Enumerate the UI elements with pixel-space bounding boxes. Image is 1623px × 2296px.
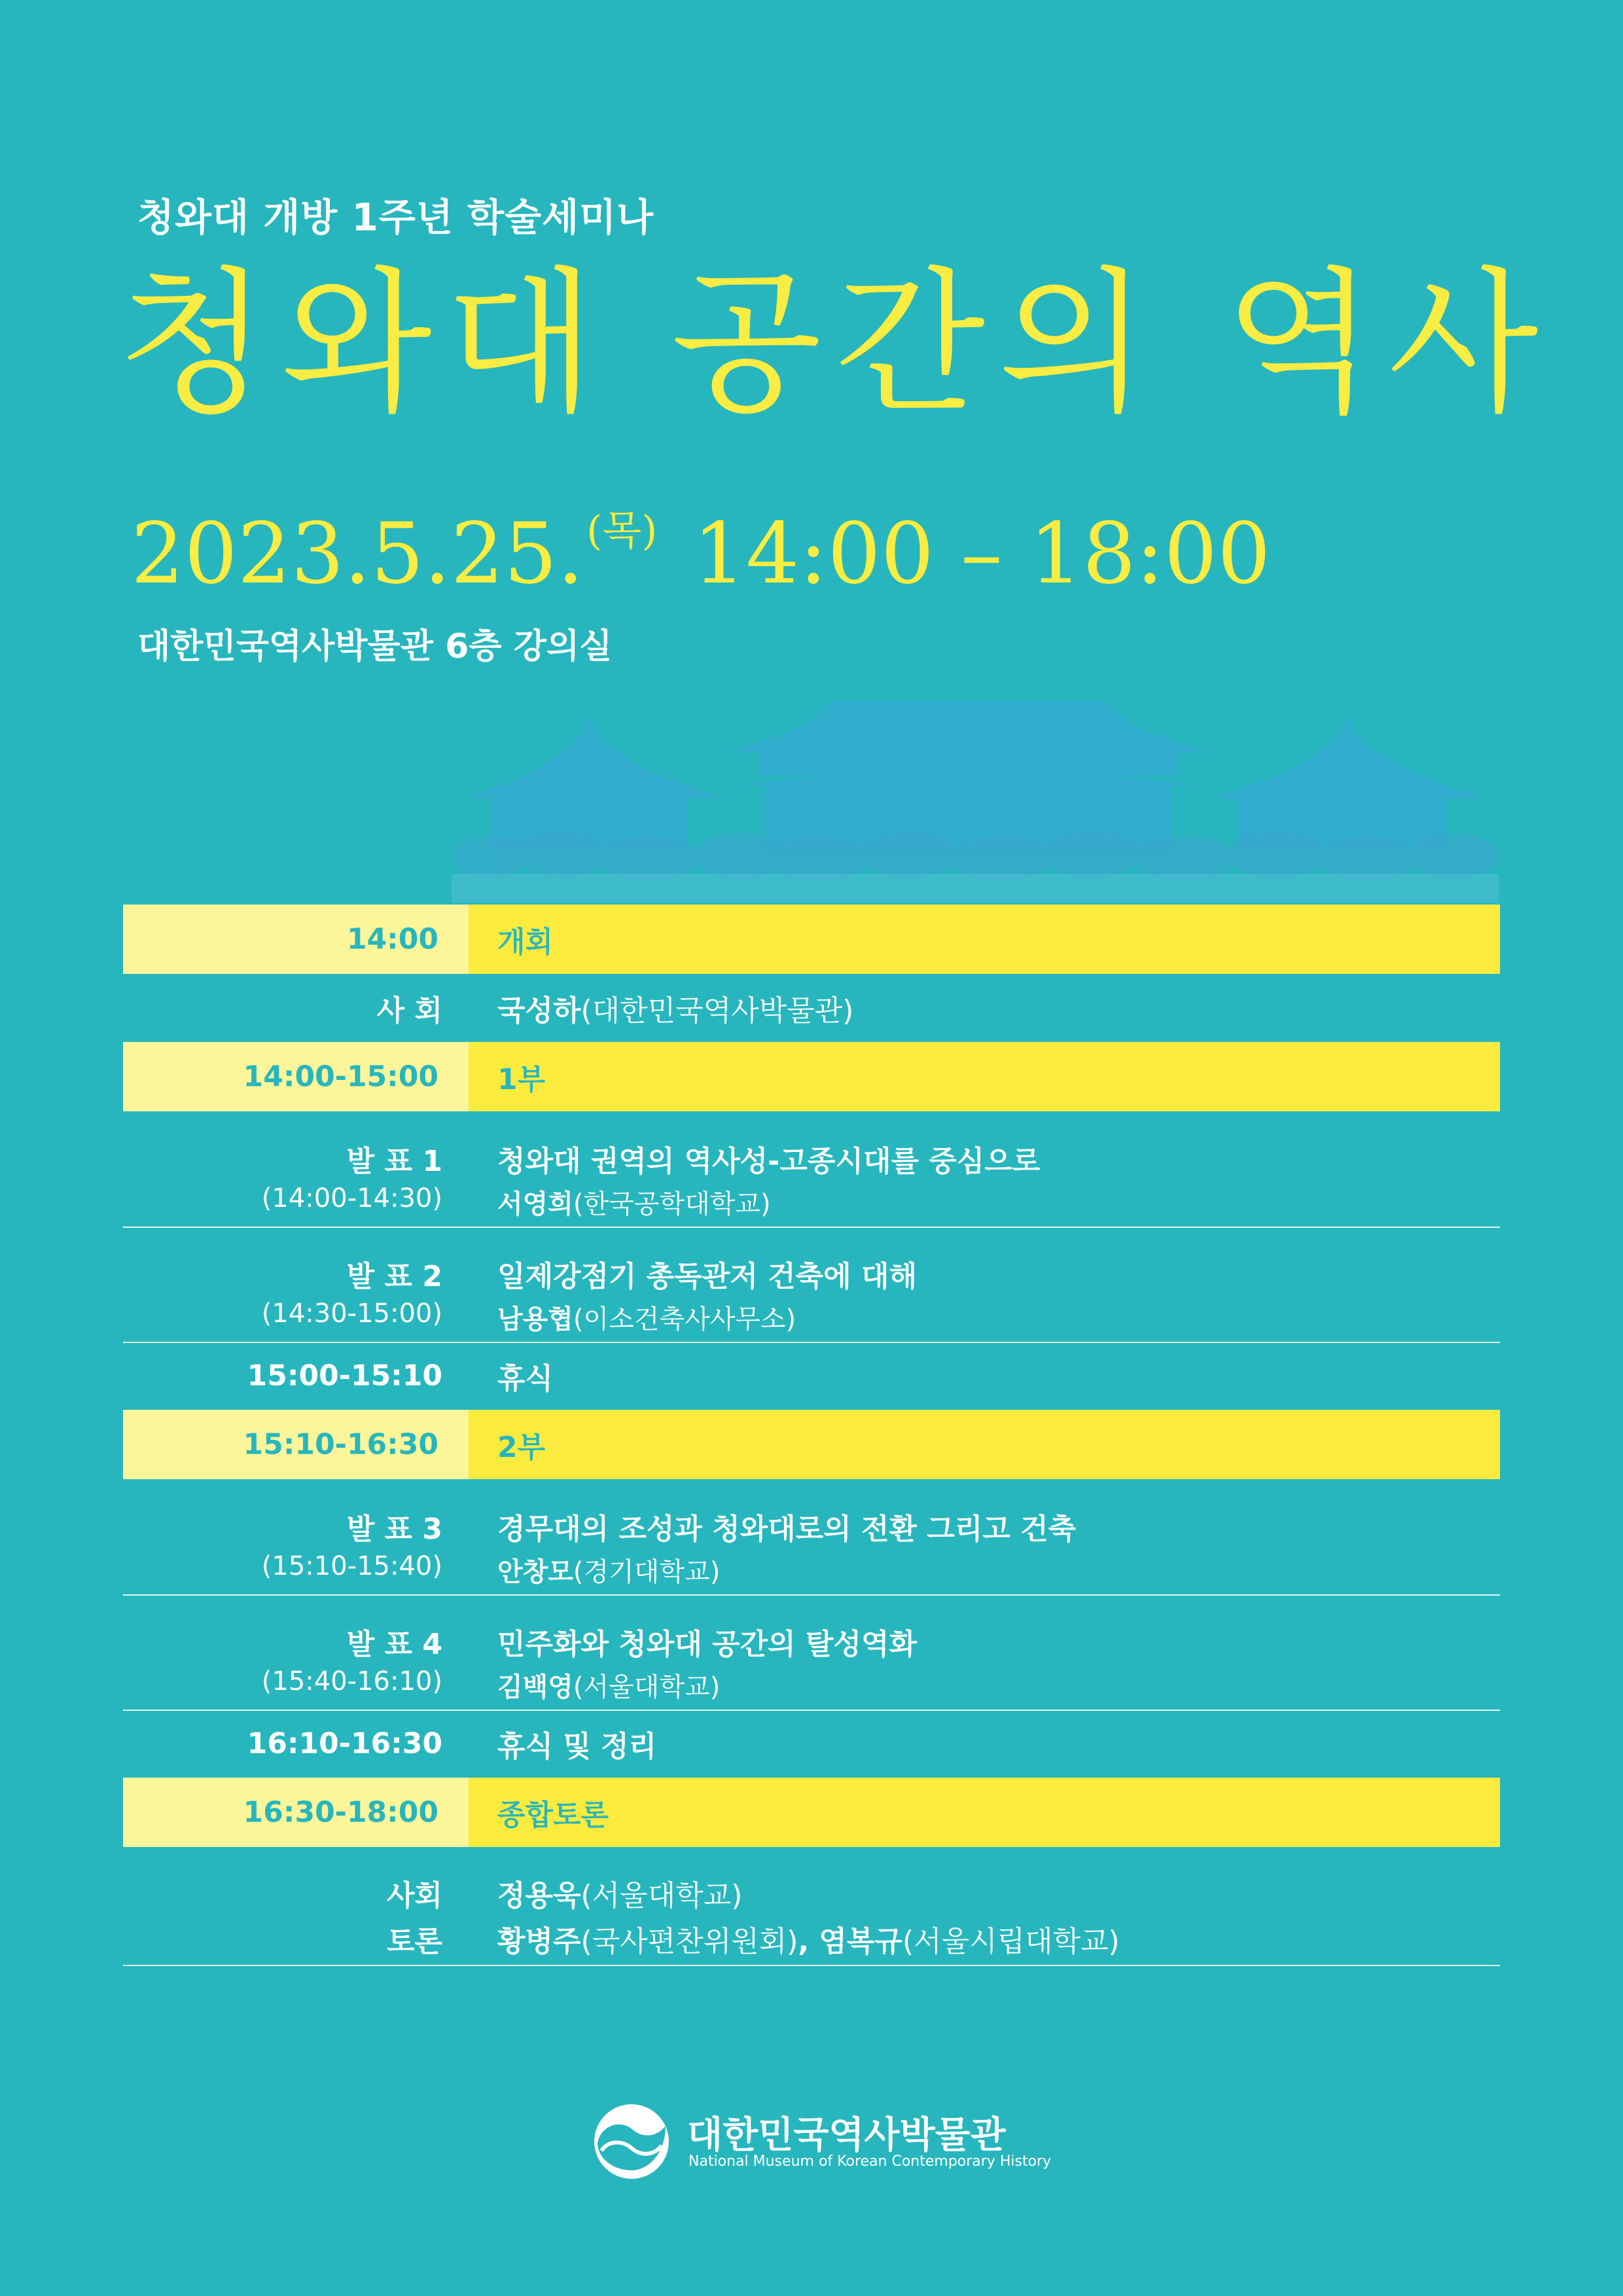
schedule-row-presentation-4 [123, 1596, 1500, 1711]
schedule-row-discussion-panel [123, 1848, 1500, 1966]
person-affiliation: (경기대학교) [573, 1557, 721, 1587]
schedule-row-break-1 [123, 1343, 1500, 1408]
schedule-table [123, 903, 1500, 1966]
schedule-band-opening [123, 905, 1500, 974]
row-time: 15:00-15:10 [247, 1359, 442, 1393]
person-name: 정용욱 [497, 1879, 581, 1912]
person-name: 염복규 [819, 1925, 902, 1958]
row-time: (14:00-14:30) [261, 1183, 442, 1213]
row-role: 발 표 3 [346, 1513, 442, 1546]
band-time: 14:00 [346, 922, 438, 956]
row-content [497, 987, 853, 1029]
presentation-title: 경무대의 조성과 청와대로의 전환 그리고 건축 [497, 1513, 1077, 1546]
row-time: (15:40-16:10) [261, 1666, 442, 1696]
schedule-row-break-2 [123, 1711, 1500, 1776]
person-name: 황병주 [497, 1925, 581, 1958]
presenter [497, 1551, 720, 1588]
person-affiliation: (국사편찬위원회) [580, 1925, 798, 1958]
presentation-title: 일제강점기 총독관저 건축에 대해 [497, 1260, 918, 1293]
row-time: (14:30-15:00) [261, 1299, 442, 1329]
panelists [497, 1918, 1120, 1960]
band-label: 1부 [497, 1063, 546, 1096]
schedule-row-presentation-2 [123, 1228, 1500, 1343]
schedule-row-presentation-3 [123, 1480, 1500, 1596]
band-time: 15:10-16:30 [243, 1427, 438, 1462]
palace-illustration [452, 687, 1499, 903]
band-time: 14:00-15:00 [243, 1060, 438, 1094]
row-label: 휴식 [497, 1362, 554, 1395]
moderator [497, 1872, 742, 1914]
band-label: 2부 [497, 1431, 546, 1464]
org-name-english: National Museum of Korean Contemporary History [688, 2153, 1052, 2170]
row-role: 발 표 4 [346, 1628, 442, 1661]
person-name: 국성하 [497, 994, 581, 1028]
venue: 대한민국역사박물관 6층 강의실 [137, 627, 613, 666]
schedule-band-discussion [123, 1778, 1500, 1847]
seminar-subtitle: 청와대 개방 1주년 학술세미나 [137, 195, 654, 240]
moderator-role: 사회 [386, 1879, 442, 1912]
person-affiliation: (대한민국역사박물관) [580, 994, 854, 1028]
schedule-row-host [123, 975, 1500, 1041]
day-of-week: (목) [586, 507, 658, 554]
person-name: 서영희 [497, 1189, 573, 1219]
person-affiliation: (서울대학교) [573, 1672, 721, 1702]
date-time-line [131, 505, 1271, 603]
row-role: 사 회 [376, 994, 442, 1028]
event-time: 14:00 – 18:00 [692, 505, 1271, 603]
band-label: 개회 [497, 925, 554, 959]
row-time: 16:10-16:30 [247, 1727, 442, 1761]
person-affiliation: (이소건축사사무소) [573, 1304, 796, 1335]
list-separator: , [798, 1925, 819, 1958]
person-affiliation: (서울시립대학교) [902, 1925, 1120, 1958]
panel-role: 토론 [386, 1925, 442, 1958]
band-time: 16:30-18:00 [243, 1795, 438, 1829]
schedule-band-part2 [123, 1410, 1500, 1479]
row-label: 휴식 및 정리 [497, 1730, 657, 1763]
presenter [497, 1666, 720, 1704]
presentation-title: 민주화와 청와대 공간의 탈성역화 [497, 1628, 918, 1661]
person-name: 남용협 [497, 1304, 573, 1335]
band-label: 종합토론 [497, 1799, 609, 1832]
schedule-band-part1 [123, 1042, 1500, 1111]
person-name: 김백영 [497, 1672, 573, 1702]
presenter [497, 1299, 796, 1336]
schedule-row-presentation-1 [123, 1113, 1500, 1228]
event-date: 2023.5.25. [131, 505, 584, 603]
row-role: 발 표 1 [346, 1145, 442, 1178]
person-affiliation: (서울대학교) [580, 1879, 743, 1912]
person-name: 안창모 [497, 1557, 573, 1587]
taegeuk-swirl-icon [592, 2102, 671, 2181]
main-title: 청와대 공간의 역사 [118, 253, 1552, 435]
presenter [497, 1183, 771, 1221]
person-affiliation: (한국공학대학교) [573, 1189, 771, 1219]
row-role: 발 표 2 [346, 1260, 442, 1293]
row-time: (15:10-15:40) [261, 1551, 442, 1581]
org-name-korean: 대한민국역사박물관 [687, 2114, 1006, 2157]
presentation-title: 청와대 권역의 역사성-고종시대를 중심으로 [497, 1145, 1041, 1178]
